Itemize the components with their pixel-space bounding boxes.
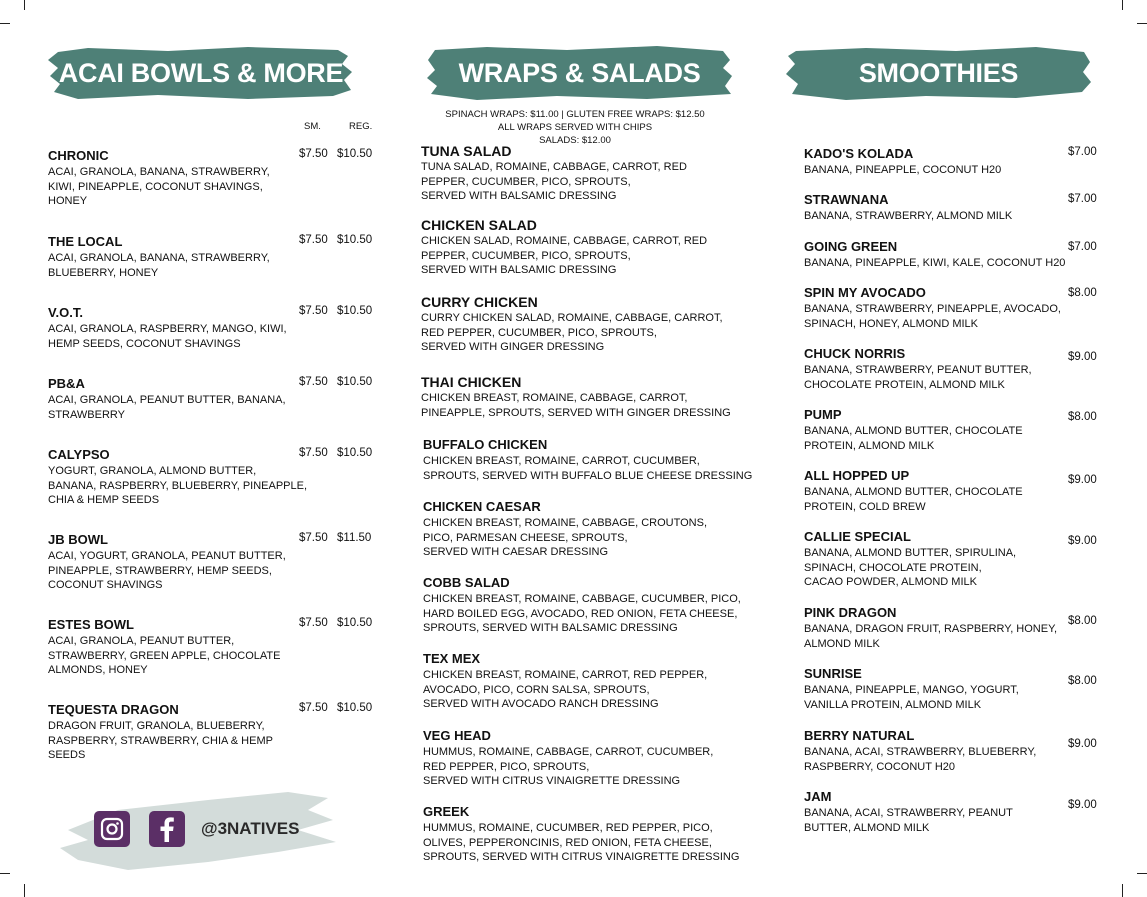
item-description: CURRY CHICKEN SALAD, ROMAINE, CABBAGE, CARROT, RED PEPPER, CUCUMBER, PICO, SPROUTS, SERVED WITH GINGER DRESSING — [421, 312, 723, 353]
menu-item — [48, 376, 308, 422]
price-small: $7.50 — [299, 532, 328, 544]
item-description: BANANA, ALMOND BUTTER, CHOCOLATE PROTEIN, COLD BREW — [804, 486, 1023, 513]
item-description: CHICKEN BREAST, ROMAINE, CABBAGE, CUCUMBER, PICO, HARD BOILED EGG, AVOCADO, RED ONION, FETA CHEESE, SPROUTS, SERVED WITH BALSAMIC DRESSING — [423, 593, 741, 634]
menu-item — [804, 728, 1074, 774]
menu-item — [804, 146, 1074, 178]
note-line: SPINACH WRAPS: $11.00 | GLUTEN FREE WRAPS: $12.50 — [445, 109, 705, 120]
item-description: BANANA, STRAWBERRY, ALMOND MILK — [804, 210, 1013, 222]
item-name: CALLIE SPECIAL — [804, 529, 911, 544]
crop-mark — [1122, 884, 1123, 897]
menu-item — [421, 217, 761, 278]
menu-item — [804, 666, 1074, 712]
item-description: DRAGON FRUIT, GRANOLA, BLUEBERRY, RASPBERRY, STRAWBERRY, CHIA & HEMP SEEDS — [48, 720, 273, 761]
item-name: SPIN MY AVOCADO — [804, 285, 926, 300]
item-name: SUNRISE — [804, 666, 862, 681]
menu-item — [423, 575, 763, 636]
item-description: TUNA SALAD, ROMAINE, CABBAGE, CARROT, RED PEPPER, CUCUMBER, PICO, SPROUTS, SERVED WITH BALSAMIC DRESSING — [421, 161, 687, 202]
item-description: BANANA, PINEAPPLE, KIWI, KALE, COCONUT H20 — [804, 257, 1066, 269]
menu-item — [48, 148, 308, 209]
item-name: VEG HEAD — [423, 728, 491, 743]
item-name: JB BOWL — [48, 532, 108, 547]
item-description: ACAI, GRANOLA, BANANA, STRAWBERRY, BLUEBERRY, HONEY — [48, 252, 270, 279]
item-name: TEQUESTA DRAGON — [48, 702, 179, 717]
menu-item — [48, 532, 308, 593]
price-regular: $10.50 — [337, 305, 373, 317]
item-name: BERRY NATURAL — [804, 728, 915, 743]
size-regular-header: REG. — [349, 121, 373, 132]
item-description: CHICKEN BREAST, ROMAINE, CABBAGE, CARROT, PINEAPPLE, SPROUTS, SERVED WITH GINGER DRESSING — [421, 392, 731, 419]
size-small-header: SM. — [304, 121, 321, 132]
item-name: BUFFALO CHICKEN — [423, 437, 548, 452]
item-description: BANANA, PINEAPPLE, COCONUT H20 — [804, 164, 1002, 176]
item-description: BANANA, DRAGON FRUIT, RASPBERRY, HONEY, ALMOND MILK — [804, 623, 1058, 650]
item-name: CHUCK NORRIS — [804, 346, 906, 361]
section-title: SMOOTHIES — [858, 57, 1019, 88]
item-price: $9.00 — [1068, 799, 1097, 811]
item-description: HUMMUS, ROMAINE, CABBAGE, CARROT, CUCUMBER, RED PEPPER, PICO, SPROUTS, SERVED WITH CITRUS VINAIGRETTE DRESSING — [423, 746, 714, 787]
menu-item — [804, 346, 1074, 392]
item-price: $9.00 — [1068, 738, 1097, 750]
item-description: ACAI, GRANOLA, PEANUT BUTTER, STRAWBERRY, GREEN APPLE, CHOCOLATE ALMONDS, HONEY — [48, 635, 281, 676]
item-price: $7.00 — [1068, 146, 1097, 158]
crop-mark — [24, 0, 25, 10]
item-name: CHICKEN SALAD — [421, 217, 537, 233]
item-name: CURRY CHICKEN — [421, 294, 538, 310]
crop-mark — [24, 884, 25, 897]
item-price: $9.00 — [1068, 474, 1097, 486]
crop-mark — [1137, 873, 1147, 874]
section-title: ACAI BOWLS & MORE — [58, 57, 344, 88]
menu-item — [423, 804, 763, 865]
item-name: CHRONIC — [48, 148, 109, 163]
menu-item — [421, 143, 761, 204]
menu-item — [423, 499, 763, 560]
item-description: BANANA, ACAI, STRAWBERRY, BLUEBERRY, RASPBERRY, COCONUT H20 — [804, 746, 1037, 773]
price-small: $7.50 — [299, 617, 328, 629]
price-regular: $10.50 — [337, 148, 373, 160]
social-handle[interactable]: @3NATIVES — [201, 819, 300, 838]
item-description: BANANA, PINEAPPLE, MANGO, YOGURT, VANILLA PROTEIN, ALMOND MILK — [804, 684, 1019, 711]
section-title: WRAPS & SALADS — [458, 57, 701, 88]
menu-item — [804, 192, 1074, 224]
menu-item — [804, 407, 1074, 453]
price-small: $7.50 — [299, 148, 328, 160]
menu-item — [48, 305, 308, 351]
menu-item — [804, 239, 1074, 271]
menu-item — [423, 728, 763, 789]
item-name: GOING GREEN — [804, 239, 898, 254]
price-regular: $10.50 — [337, 447, 373, 459]
price-small: $7.50 — [299, 447, 328, 459]
menu-item — [804, 529, 1074, 590]
item-description: BANANA, STRAWBERRY, PINEAPPLE, AVOCADO, SPINACH, HONEY, ALMOND MILK — [804, 303, 1061, 330]
wraps-banner — [427, 46, 732, 100]
item-description: CHICKEN BREAST, ROMAINE, CARROT, CUCUMBER, SPROUTS, SERVED WITH BUFFALO BLUE CHEESE DRESSING — [423, 455, 753, 482]
menu-item — [48, 234, 308, 280]
item-description: BANANA, ACAI, STRAWBERRY, PEANUT BUTTER, ALMOND MILK — [804, 807, 1013, 834]
item-name: ALL HOPPED UP — [804, 468, 910, 483]
item-name: THE LOCAL — [48, 234, 123, 249]
price-small: $7.50 — [299, 702, 328, 714]
menu-item — [804, 468, 1074, 514]
item-price: $7.00 — [1068, 241, 1097, 253]
item-name: COBB SALAD — [423, 575, 510, 590]
item-description: BANANA, ALMOND BUTTER, CHOCOLATE PROTEIN, ALMOND MILK — [804, 425, 1023, 452]
menu-item — [48, 617, 308, 678]
social-block — [58, 790, 338, 870]
menu-item — [421, 294, 761, 355]
crop-mark — [0, 23, 10, 24]
item-name: GREEK — [423, 804, 470, 819]
item-description: ACAI, YOGURT, GRANOLA, PEANUT BUTTER, PINEAPPLE, STRAWBERRY, HEMP SEEDS, COCONUT SHAVINGS — [48, 550, 286, 591]
item-price: $8.00 — [1068, 411, 1097, 423]
item-name: KADO'S KOLADA — [804, 146, 914, 161]
price-small: $7.50 — [299, 376, 328, 388]
menu-item — [423, 651, 763, 712]
price-regular: $10.50 — [337, 234, 373, 246]
price-regular: $10.50 — [337, 376, 373, 388]
item-description: BANANA, ALMOND BUTTER, SPIRULINA, SPINACH, CHOCOLATE PROTEIN, CACAO POWDER, ALMOND MILK — [804, 547, 1017, 588]
item-description: ACAI, GRANOLA, BANANA, STRAWBERRY, KIWI, PINEAPPLE, COCONUT SHAVINGS, HONEY — [48, 166, 270, 207]
item-description: BANANA, STRAWBERRY, PEANUT BUTTER, CHOCOLATE PROTEIN, ALMOND MILK — [804, 364, 1032, 391]
menu-item — [423, 437, 763, 483]
item-price: $8.00 — [1068, 287, 1097, 299]
item-price: $8.00 — [1068, 615, 1097, 627]
instagram-icon[interactable] — [94, 811, 130, 847]
crop-mark — [1122, 0, 1123, 10]
item-price: $9.00 — [1068, 351, 1097, 363]
menu-item — [804, 605, 1074, 651]
price-small: $7.50 — [299, 234, 328, 246]
item-description: CHICKEN BREAST, ROMAINE, CABBAGE, CROUTONS, PICO, PARMESAN CHEESE, SPROUTS, SERVED WITH CAESAR DRESSING — [423, 517, 708, 558]
item-name: CHICKEN CAESAR — [423, 499, 541, 514]
item-description: HUMMUS, ROMAINE, CUCUMBER, RED PEPPER, PICO, OLIVES, PEPPERONCINIS, RED ONION, FETA CHEESE, SPROUTS, SERVED WITH CITRUS VINAIGRETTE DRESSING — [423, 822, 740, 863]
facebook-icon[interactable] — [149, 811, 185, 847]
item-description: YOGURT, GRANOLA, ALMOND BUTTER, BANANA, RASPBERRY, BLUEBERRY, PINEAPPLE, CHIA & HEMP SEEDS — [48, 465, 308, 506]
item-name: THAI CHICKEN — [421, 374, 522, 390]
item-name: PB&A — [48, 376, 85, 391]
price-regular: $10.50 — [337, 617, 373, 629]
item-price: $7.00 — [1068, 193, 1097, 205]
item-description: CHICKEN SALAD, ROMAINE, CABBAGE, CARROT, RED PEPPER, CUCUMBER, PICO, SPROUTS, SERVED WITH BALSAMIC DRESSING — [421, 235, 708, 276]
item-price: $9.00 — [1068, 535, 1097, 547]
menu-item — [48, 702, 308, 763]
price-small: $7.50 — [299, 305, 328, 317]
note-line: SALADS: $12.00 — [539, 135, 611, 146]
crop-mark — [1137, 23, 1147, 24]
acai-banner — [48, 46, 354, 100]
item-name: JAM — [804, 789, 832, 804]
price-regular: $10.50 — [337, 702, 373, 714]
item-description: CHICKEN BREAST, ROMAINE, CARROT, RED PEPPER, AVOCADO, PICO, CORN SALSA, SPROUTS, SERVED WITH AVOCADO RANCH DRESSING — [423, 669, 708, 710]
note-line: ALL WRAPS SERVED WITH CHIPS — [497, 122, 653, 133]
menu-item — [421, 374, 761, 420]
item-name: STRAWNANA — [804, 192, 889, 207]
item-name: PINK DRAGON — [804, 605, 897, 620]
wraps-pricing-note — [420, 108, 730, 147]
item-name: PUMP — [804, 407, 842, 422]
crop-mark — [0, 873, 10, 874]
item-name: V.O.T. — [48, 305, 83, 320]
item-description: ACAI, GRANOLA, PEANUT BUTTER, BANANA, STRAWBERRY — [48, 394, 286, 421]
menu-item — [804, 285, 1074, 331]
item-price: $8.00 — [1068, 675, 1097, 687]
item-name: TEX MEX — [423, 651, 481, 666]
item-name: ESTES BOWL — [48, 617, 134, 632]
item-name: CALYPSO — [48, 447, 110, 462]
smoothies-banner — [786, 46, 1091, 100]
item-description: ACAI, GRANOLA, RASPBERRY, MANGO, KIWI, HEMP SEEDS, COCONUT SHAVINGS — [48, 323, 287, 350]
menu-item — [804, 789, 1074, 835]
price-regular: $11.50 — [337, 532, 372, 544]
menu-item — [48, 447, 308, 508]
item-name: TUNA SALAD — [421, 143, 512, 159]
